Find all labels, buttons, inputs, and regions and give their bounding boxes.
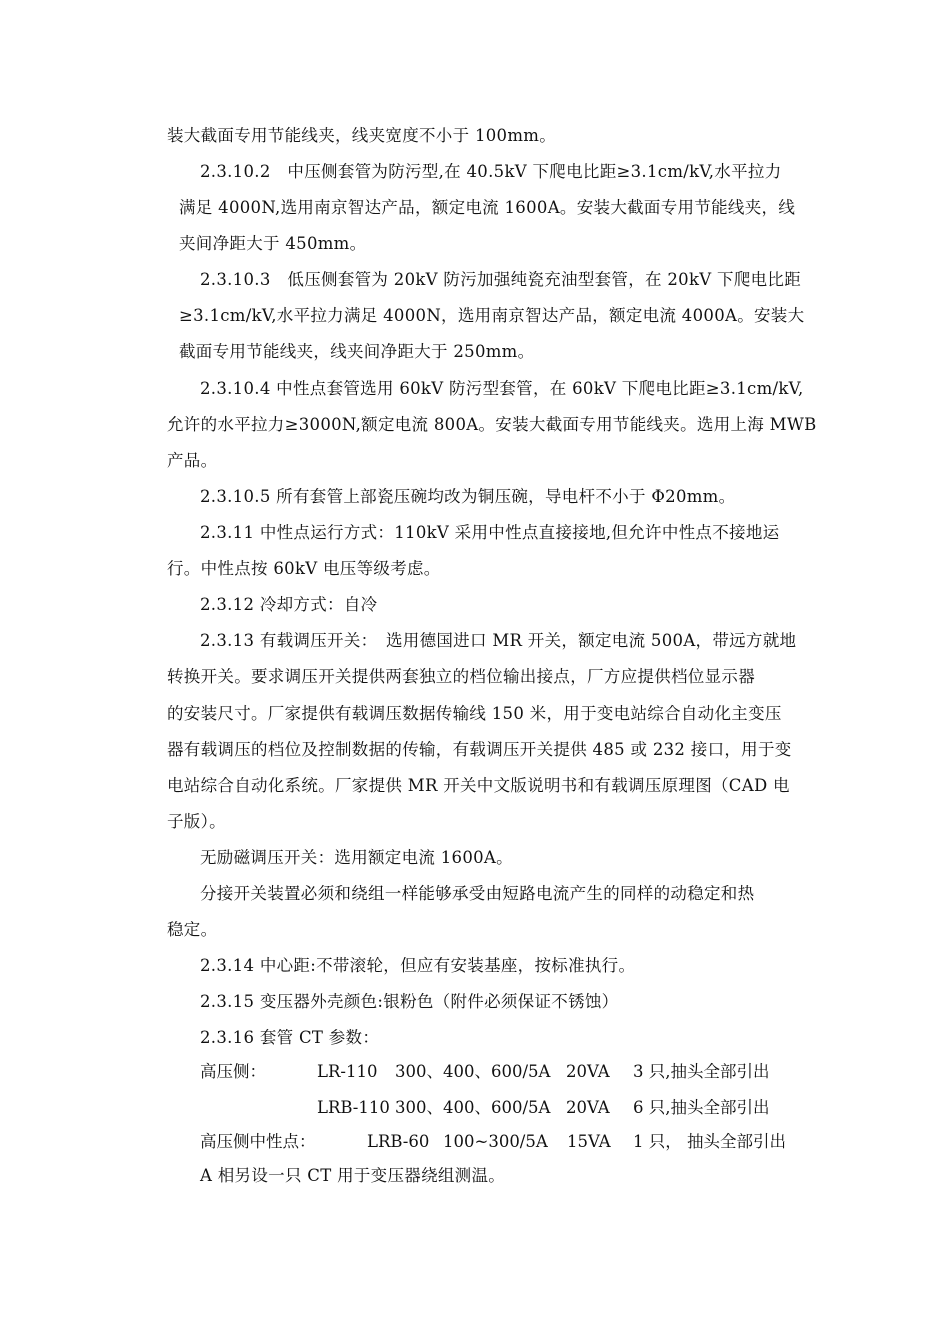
text-line: 分接开关装置必须和绕组一样能够承受由短路电流产生的同样的动稳定和热: [200, 884, 755, 903]
ct-model: LRB-60: [367, 1132, 430, 1151]
text-line: 产品。: [167, 451, 218, 470]
text-line: 子版）。: [167, 812, 226, 831]
text-line: 2.3.10.2 中压侧套管为防污型,在 40.5kV 下爬电比距≥3.1cm/kV,水平拉力: [200, 162, 782, 181]
ct-capacity: 15VA: [567, 1132, 611, 1151]
text-line: 2.3.10.3 低压侧套管为 20kV 防污加强纯瓷充油型套管，在 20kV 下爬电比距: [200, 270, 802, 289]
text-line: A 相另设一只 CT 用于变压器绕组测温。: [200, 1166, 506, 1185]
text-line: 2.3.16 套管 CT 参数：: [200, 1028, 380, 1047]
text-line: 稳定。: [167, 920, 218, 939]
text-line: 2.3.15 变压器外壳颜色:银粉色（附件必须保证不锈蚀）: [200, 992, 619, 1011]
text-line: 满足 4000N,选用南京智达产品，额定电流 1600A。安装大截面专用节能线夹，线: [179, 198, 796, 217]
ct-ratio: 300、400、600/5A: [395, 1062, 551, 1081]
ct-capacity: 20VA: [566, 1098, 610, 1117]
text-line: 转换开关。要求调压开关提供两套独立的档位输出接点，厂方应提供档位显示器: [167, 667, 755, 686]
text-line: 电站综合自动化系统。厂家提供 MR 开关中文版说明书和有载调压原理图（CAD 电: [167, 776, 790, 795]
ct-ratio: 100~300/5A: [443, 1132, 548, 1151]
ct-model: LR-110: [317, 1062, 378, 1081]
ct-capacity: 20VA: [566, 1062, 610, 1081]
ct-quantity: 3 只,抽头全部引出: [633, 1062, 770, 1081]
ct-label: 高压侧中性点：: [200, 1132, 316, 1151]
text-line: 截面专用节能线夹，线夹间净距大于 250mm。: [179, 342, 535, 361]
text-line: 2.3.11 中性点运行方式：110kV 采用中性点直接接地,但允许中性点不接地运: [200, 523, 780, 542]
text-line: 器有载调压的档位及控制数据的传输，有载调压开关提供 485 或 232 接口，用于变: [167, 740, 792, 759]
text-line: ≥3.1cm/kV,水平拉力满足 4000N，选用南京智达产品，额定电流 4000A。安装大: [179, 306, 805, 325]
ct-ratio: 300、400、600/5A: [395, 1098, 551, 1117]
ct-quantity: 6 只,抽头全部引出: [633, 1098, 770, 1117]
text-line: 2.3.10.5 所有套管上部瓷压碗均改为铜压碗，导电杆不小于 Φ20mm。: [200, 487, 736, 506]
text-line: 允许的水平拉力≥3000N,额定电流 800A。安装大截面专用节能线夹。选用上海 MWB: [167, 415, 817, 434]
text-line: 装大截面专用节能线夹，线夹宽度不小于 100mm。: [167, 126, 557, 145]
ct-model: LRB-110: [317, 1098, 390, 1117]
text-line: 2.3.12 冷却方式：自冷: [200, 595, 378, 614]
ct-label: 高压侧：: [200, 1062, 266, 1081]
ct-quantity: 1 只， 抽头全部引出: [633, 1132, 786, 1151]
text-line: 的安装尺寸。厂家提供有载调压数据传输线 150 米，用于变电站综合自动化主变压: [167, 704, 782, 723]
text-line: 无励磁调压开关：选用额定电流 1600A。: [200, 848, 513, 867]
text-line: 行。中性点按 60kV 电压等级考虑。: [167, 559, 441, 578]
text-line: 夹间净距大于 450mm。: [179, 234, 367, 253]
text-line: 2.3.13 有载调压开关： 选用德国进口 MR 开关，额定电流 500A，带远方就地: [200, 631, 797, 650]
text-line: 2.3.10.4 中性点套管选用 60kV 防污型套管，在 60kV 下爬电比距≥3.1cm/kV,: [200, 379, 804, 398]
text-line: 2.3.14 中心距:不带滚轮，但应有安装基座，按标准执行。: [200, 956, 636, 975]
